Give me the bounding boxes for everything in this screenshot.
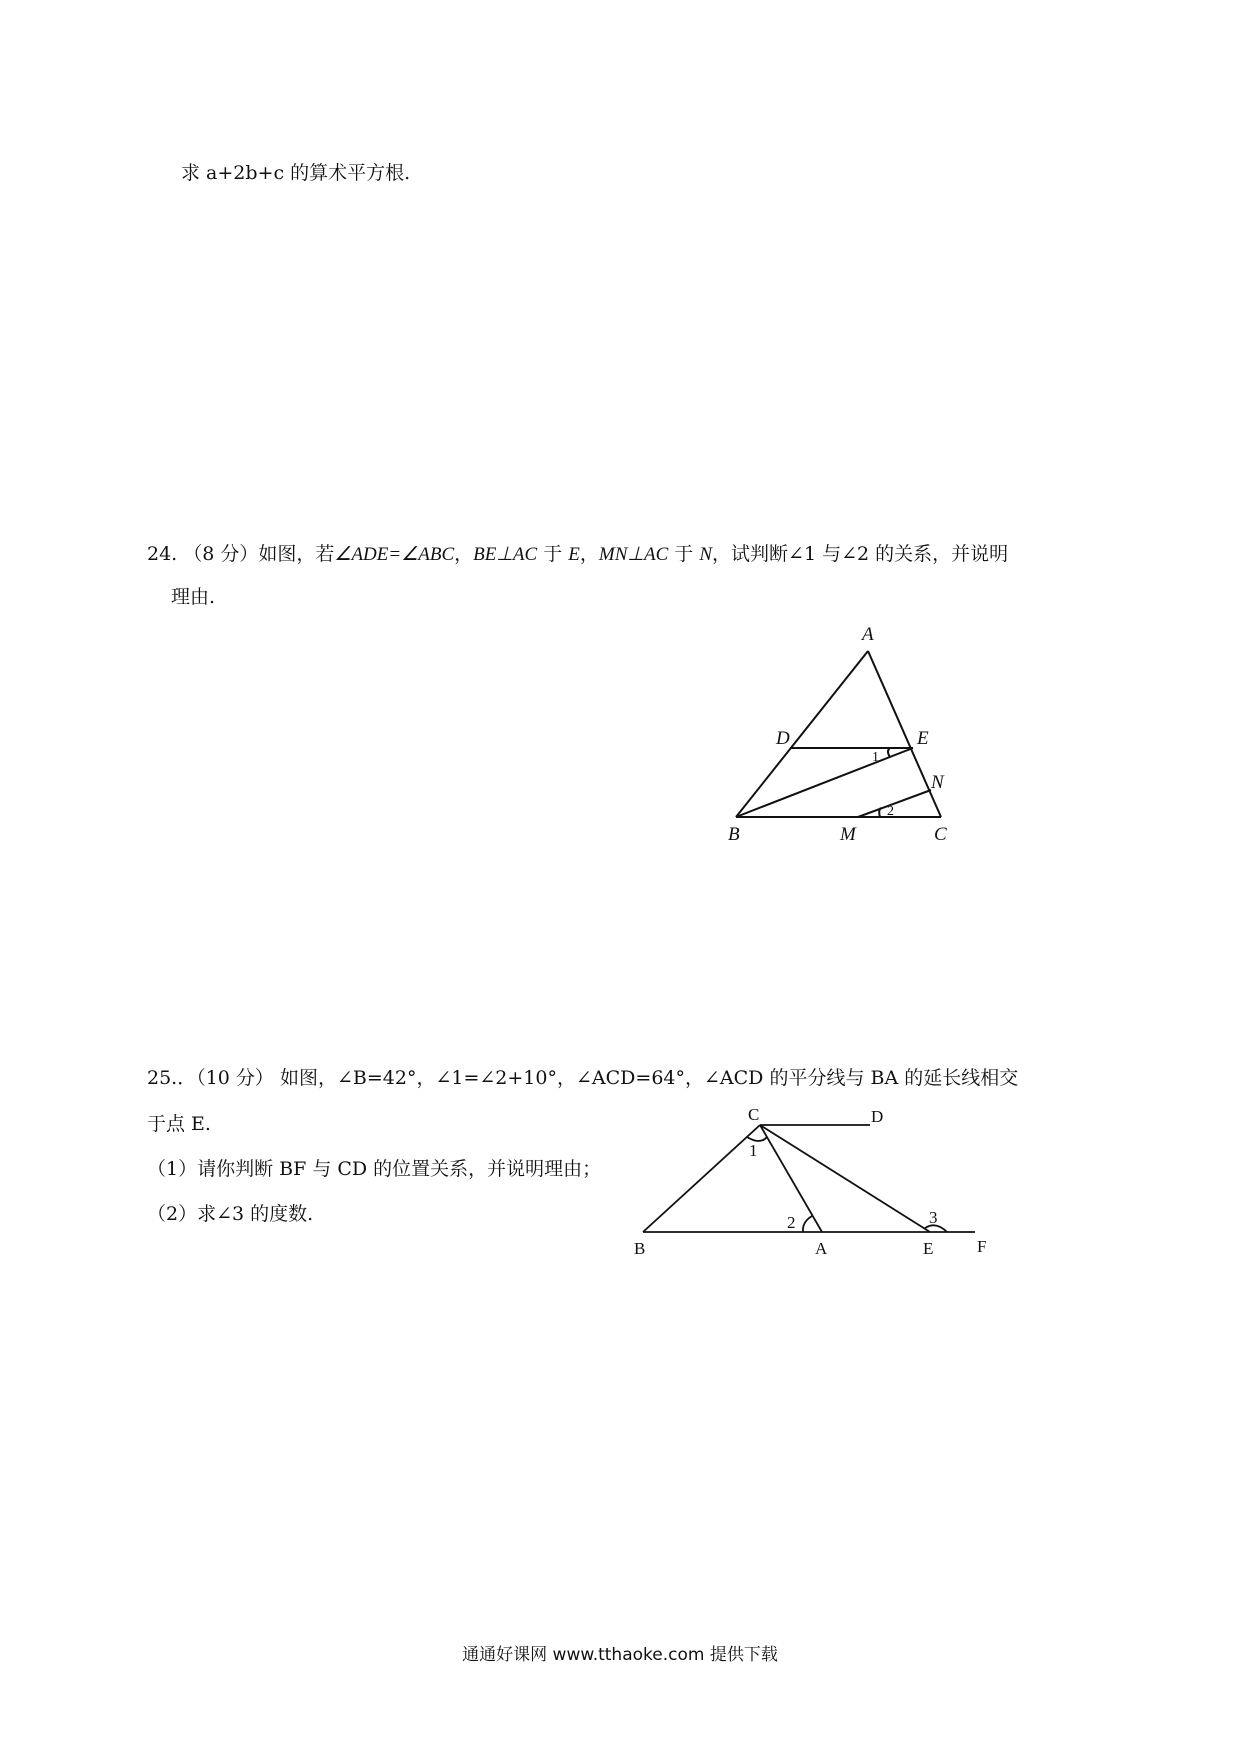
separator: 于 — [668, 543, 700, 565]
label-angle-2: 2 — [887, 804, 894, 819]
page-footer: 通通好课网 www.tthaoke.com 提供下载 — [462, 1645, 778, 1665]
label-angle-2: 2 — [787, 1213, 796, 1232]
label-c: C — [934, 824, 947, 845]
angle-2-arc — [803, 1216, 812, 1232]
question-25-sub-2: （2）求∠3 的度数. — [147, 1203, 314, 1225]
question-text: 如图，若 — [258, 543, 335, 565]
point-e: E — [568, 544, 580, 565]
label-d: D — [871, 1107, 884, 1126]
label-e: E — [917, 728, 929, 749]
separator: 于 — [537, 543, 569, 565]
segment-ce — [760, 1125, 930, 1232]
point-n: N — [699, 544, 713, 565]
segment-cb — [643, 1125, 760, 1232]
label-angle-1: 1 — [749, 1141, 758, 1160]
question-number: 24. — [147, 543, 178, 565]
label-a: A — [862, 624, 874, 645]
label-d: D — [776, 728, 790, 749]
question-25-sub-1: （1）请你判断 BF 与 CD 的位置关系，并说明理由； — [147, 1158, 602, 1180]
label-n: N — [931, 772, 944, 793]
label-c: C — [748, 1105, 760, 1124]
label-e: E — [923, 1239, 934, 1258]
label-angle-3: 3 — [929, 1208, 938, 1227]
question-25-line-2: 于点 E. — [147, 1113, 211, 1135]
question-24-line-2: 理由. — [171, 586, 216, 608]
label-angle-1: 1 — [872, 750, 879, 765]
question-score: （8 分） — [183, 543, 259, 565]
label-b: B — [634, 1239, 646, 1258]
previous-question-tail: 求 a+2b+c 的算术平方根. — [181, 162, 411, 184]
condition-angle-ade-abc: ∠ADE=∠ABC — [334, 544, 455, 565]
label-m: M — [840, 824, 856, 845]
label-b: B — [728, 824, 740, 845]
condition-mn-perp-ac: MN⊥AC — [598, 544, 669, 565]
question-25-line-1: 25.．（10 分） 如图，∠B=42°，∠1=∠2+10°，∠ACD=64°，∠ACD 的平分线与 BA 的延长线相交 — [147, 1067, 1019, 1089]
label-f: F — [977, 1237, 987, 1256]
condition-be-perp-ac: BE⊥AC — [473, 544, 538, 565]
separator: ， — [579, 543, 599, 565]
question-text: ，试判断∠1 与∠2 的关系，并说明 — [712, 543, 1009, 565]
separator: ， — [454, 543, 474, 565]
label-a: A — [815, 1239, 828, 1258]
